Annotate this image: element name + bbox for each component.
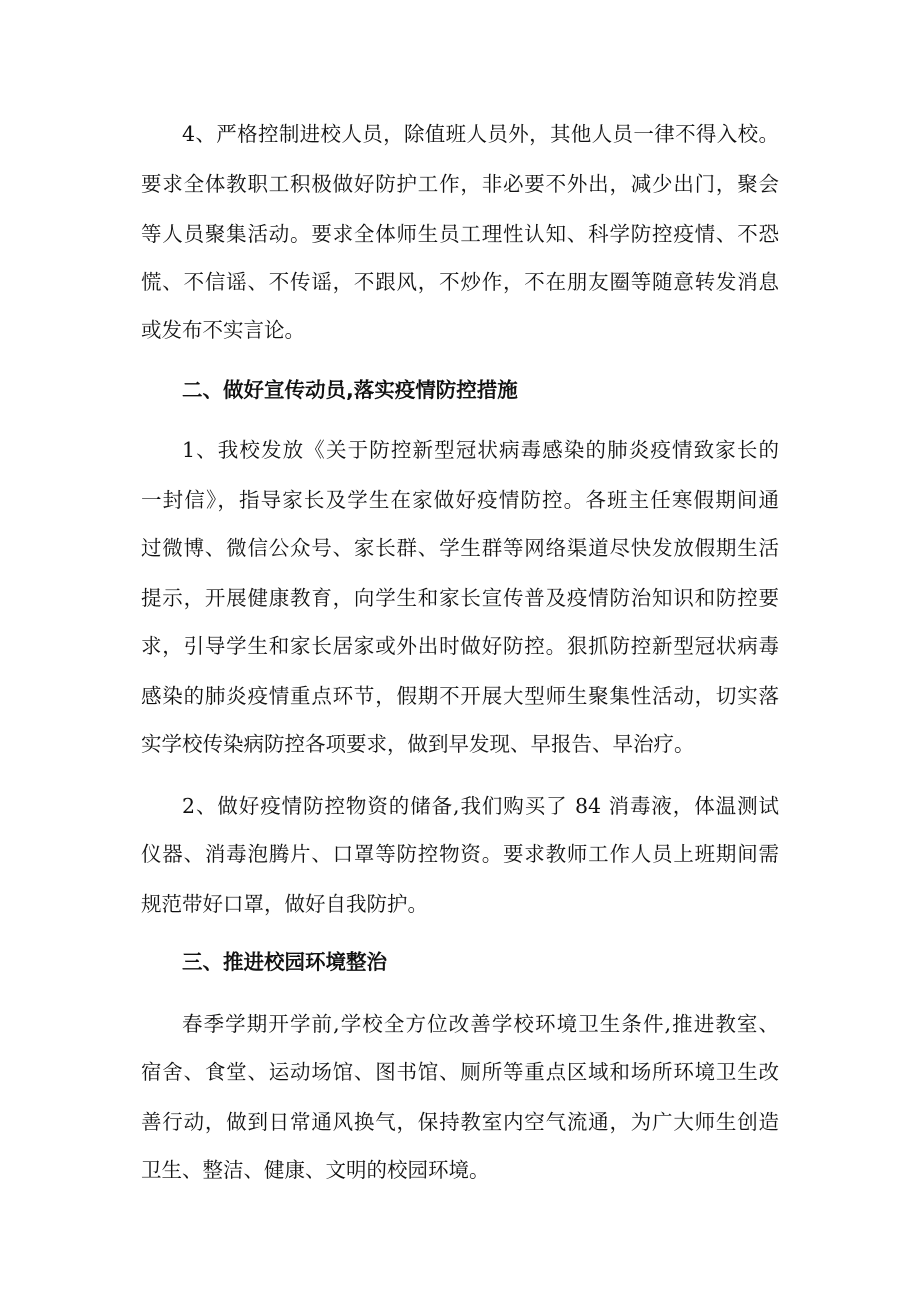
- paragraph-line: 2、做好疫情防控物资的储备,我们购买了 84 消毒液，体温测试: [182, 794, 779, 818]
- paragraph-line: 一封信》，指导家长及学生在家做好疫情防控。各班主任寒假期间通: [141, 488, 779, 512]
- paragraph-line: 感染的肺炎疫情重点环节，假期不开展大型师生聚集性活动，切实落: [141, 684, 779, 708]
- section-heading: 三、推进校园环境整治: [182, 950, 387, 974]
- paragraph-line: 慌、不信谣、不传谣，不跟风，不炒作，不在朋友圈等随意转发消息: [141, 270, 779, 294]
- paragraph-line: 过微博、微信公众号、家长群、学生群等网络渠道尽快发放假期生活: [141, 536, 779, 560]
- paragraph-line: 提示，开展健康教育，向学生和家长宣传普及疫情防治知识和防控要: [141, 586, 779, 610]
- paragraph-line: 求，引导学生和家长居家或外出时做好防控。狠抓防控新型冠状病毒: [141, 634, 779, 658]
- paragraph-line: 4、严格控制进校人员，除值班人员外，其他人员一律不得入校。: [182, 122, 779, 146]
- paragraph-line: 1、我校发放《关于防控新型冠状病毒感染的肺炎疫情致家长的: [182, 438, 779, 462]
- paragraph-line: 善行动，做到日常通风换气，保持教室内空气流通，为广大师生创造: [141, 1110, 779, 1134]
- paragraph-line: 春季学期开学前,学校全方位改善学校环境卫生条件,推进教室、: [182, 1012, 779, 1036]
- section-heading: 二、做好宣传动员,落实疫情防控措施: [182, 378, 518, 402]
- paragraph-line: 规范带好口罩，做好自我防护。: [141, 892, 428, 916]
- paragraph-line: 实学校传染病防控各项要求，做到早发现、早报告、早治疗。: [141, 732, 695, 756]
- paragraph-line: 要求全体教职工积极做好防护工作，非必要不外出，减少出门，聚会: [141, 172, 779, 196]
- paragraph-line: 或发布不实言论。: [141, 318, 305, 342]
- paragraph-line: 等人员聚集活动。要求全体师生员工理性认知、科学防控疫情、不恐: [141, 222, 779, 246]
- paragraph-line: 仪器、消毒泡腾片、口罩等防控物资。要求教师工作人员上班期间需: [141, 842, 779, 866]
- paragraph-line: 卫生、整洁、健康、文明的校园环境。: [141, 1158, 490, 1182]
- paragraph-line: 宿舍、食堂、运动场馆、图书馆、厕所等重点区域和场所环境卫生改: [141, 1060, 779, 1084]
